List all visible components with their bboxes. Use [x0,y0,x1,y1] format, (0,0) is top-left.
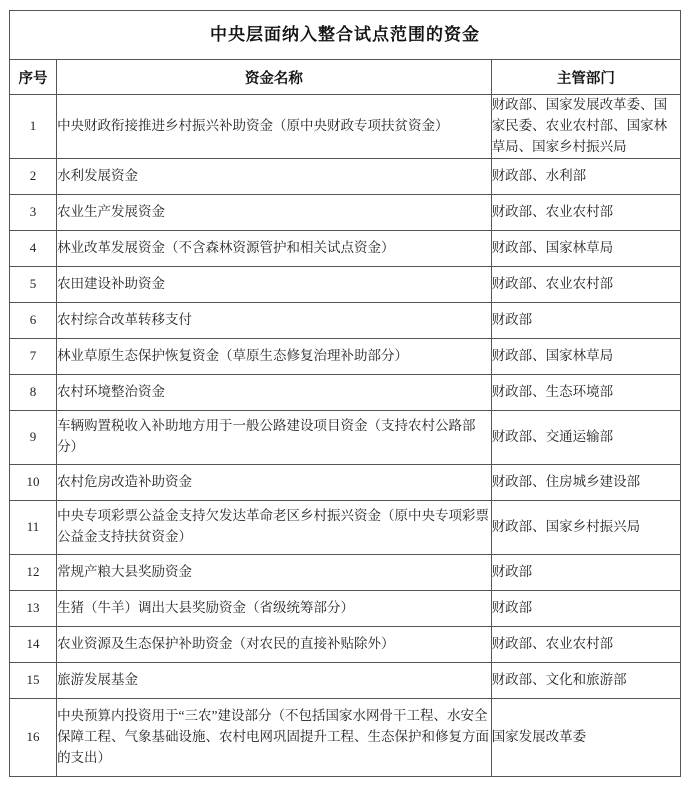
fund-department: 财政部、国家发展改革委、国家民委、农业农村部、国家林草局、国家乡村振兴局 [491,95,680,159]
row-number: 8 [10,374,57,410]
fund-name: 农业资源及生态保护补助资金（对农民的直接补贴除外） [57,626,492,662]
row-number: 16 [10,698,57,776]
fund-department: 财政部、文化和旅游部 [491,662,680,698]
column-header-dept: 主管部门 [491,60,680,95]
table-row [10,158,681,194]
fund-name: 常规产粮大县奖励资金 [57,554,492,590]
table-row [10,194,681,230]
fund-department: 财政部、国家林草局 [491,230,680,266]
row-number: 10 [10,464,57,500]
table-row [10,464,681,500]
column-header-no: 序号 [10,60,57,95]
row-number: 9 [10,410,57,464]
fund-department: 财政部、交通运输部 [491,410,680,464]
table-row [10,554,681,590]
fund-name: 农田建设补助资金 [57,266,492,302]
fund-name: 中央预算内投资用于“三农”建设部分（不包括国家水网骨干工程、水安全保障工程、气象基础设施、农村电网巩固提升工程、生态保护和修复方面的支出） [57,698,492,776]
row-number: 12 [10,554,57,590]
table-header-row [10,60,681,95]
fund-table [9,10,681,777]
row-number: 15 [10,662,57,698]
table-row [10,302,681,338]
table-row [10,662,681,698]
fund-name: 中央财政衔接推进乡村振兴补助资金（原中央财政专项扶贫资金） [57,95,492,159]
row-number: 7 [10,338,57,374]
table-row [10,374,681,410]
row-number: 2 [10,158,57,194]
fund-department: 财政部 [491,590,680,626]
row-number: 1 [10,95,57,159]
fund-name: 旅游发展基金 [57,662,492,698]
fund-department: 财政部、农业农村部 [491,194,680,230]
table-row [10,698,681,776]
fund-department: 财政部、水利部 [491,158,680,194]
fund-department: 财政部、住房城乡建设部 [491,464,680,500]
fund-department: 财政部、农业农村部 [491,266,680,302]
table-row [10,590,681,626]
fund-name: 农村环境整治资金 [57,374,492,410]
fund-name: 车辆购置税收入补助地方用于一般公路建设项目资金（支持农村公路部分） [57,410,492,464]
fund-name: 农业生产发展资金 [57,194,492,230]
table-row [10,266,681,302]
column-header-name: 资金名称 [57,60,492,95]
fund-name: 生猪（牛羊）调出大县奖励资金（省级统筹部分） [57,590,492,626]
row-number: 13 [10,590,57,626]
row-number: 3 [10,194,57,230]
fund-department: 财政部 [491,554,680,590]
table-row [10,626,681,662]
fund-name: 水利发展资金 [57,158,492,194]
table-title-row [10,11,681,60]
fund-name: 林业草原生态保护恢复资金（草原生态修复治理补助部分） [57,338,492,374]
fund-name: 林业改革发展资金（不含森林资源管护和相关试点资金） [57,230,492,266]
table-row [10,410,681,464]
fund-department: 财政部、国家乡村振兴局 [491,500,680,554]
row-number: 5 [10,266,57,302]
fund-department: 财政部 [491,302,680,338]
row-number: 14 [10,626,57,662]
fund-name: 农村综合改革转移支付 [57,302,492,338]
table-row [10,230,681,266]
table-row [10,338,681,374]
fund-name: 农村危房改造补助资金 [57,464,492,500]
fund-department: 财政部、农业农村部 [491,626,680,662]
fund-department: 国家发展改革委 [491,698,680,776]
row-number: 11 [10,500,57,554]
row-number: 6 [10,302,57,338]
row-number: 4 [10,230,57,266]
table-row [10,95,681,159]
fund-name: 中央专项彩票公益金支持欠发达革命老区乡村振兴资金（原中央专项彩票公益金支持扶贫资金） [57,500,492,554]
table-row [10,500,681,554]
fund-department: 财政部、生态环境部 [491,374,680,410]
fund-department: 财政部、国家林草局 [491,338,680,374]
page-title: 中央层面纳入整合试点范围的资金 [10,11,681,60]
